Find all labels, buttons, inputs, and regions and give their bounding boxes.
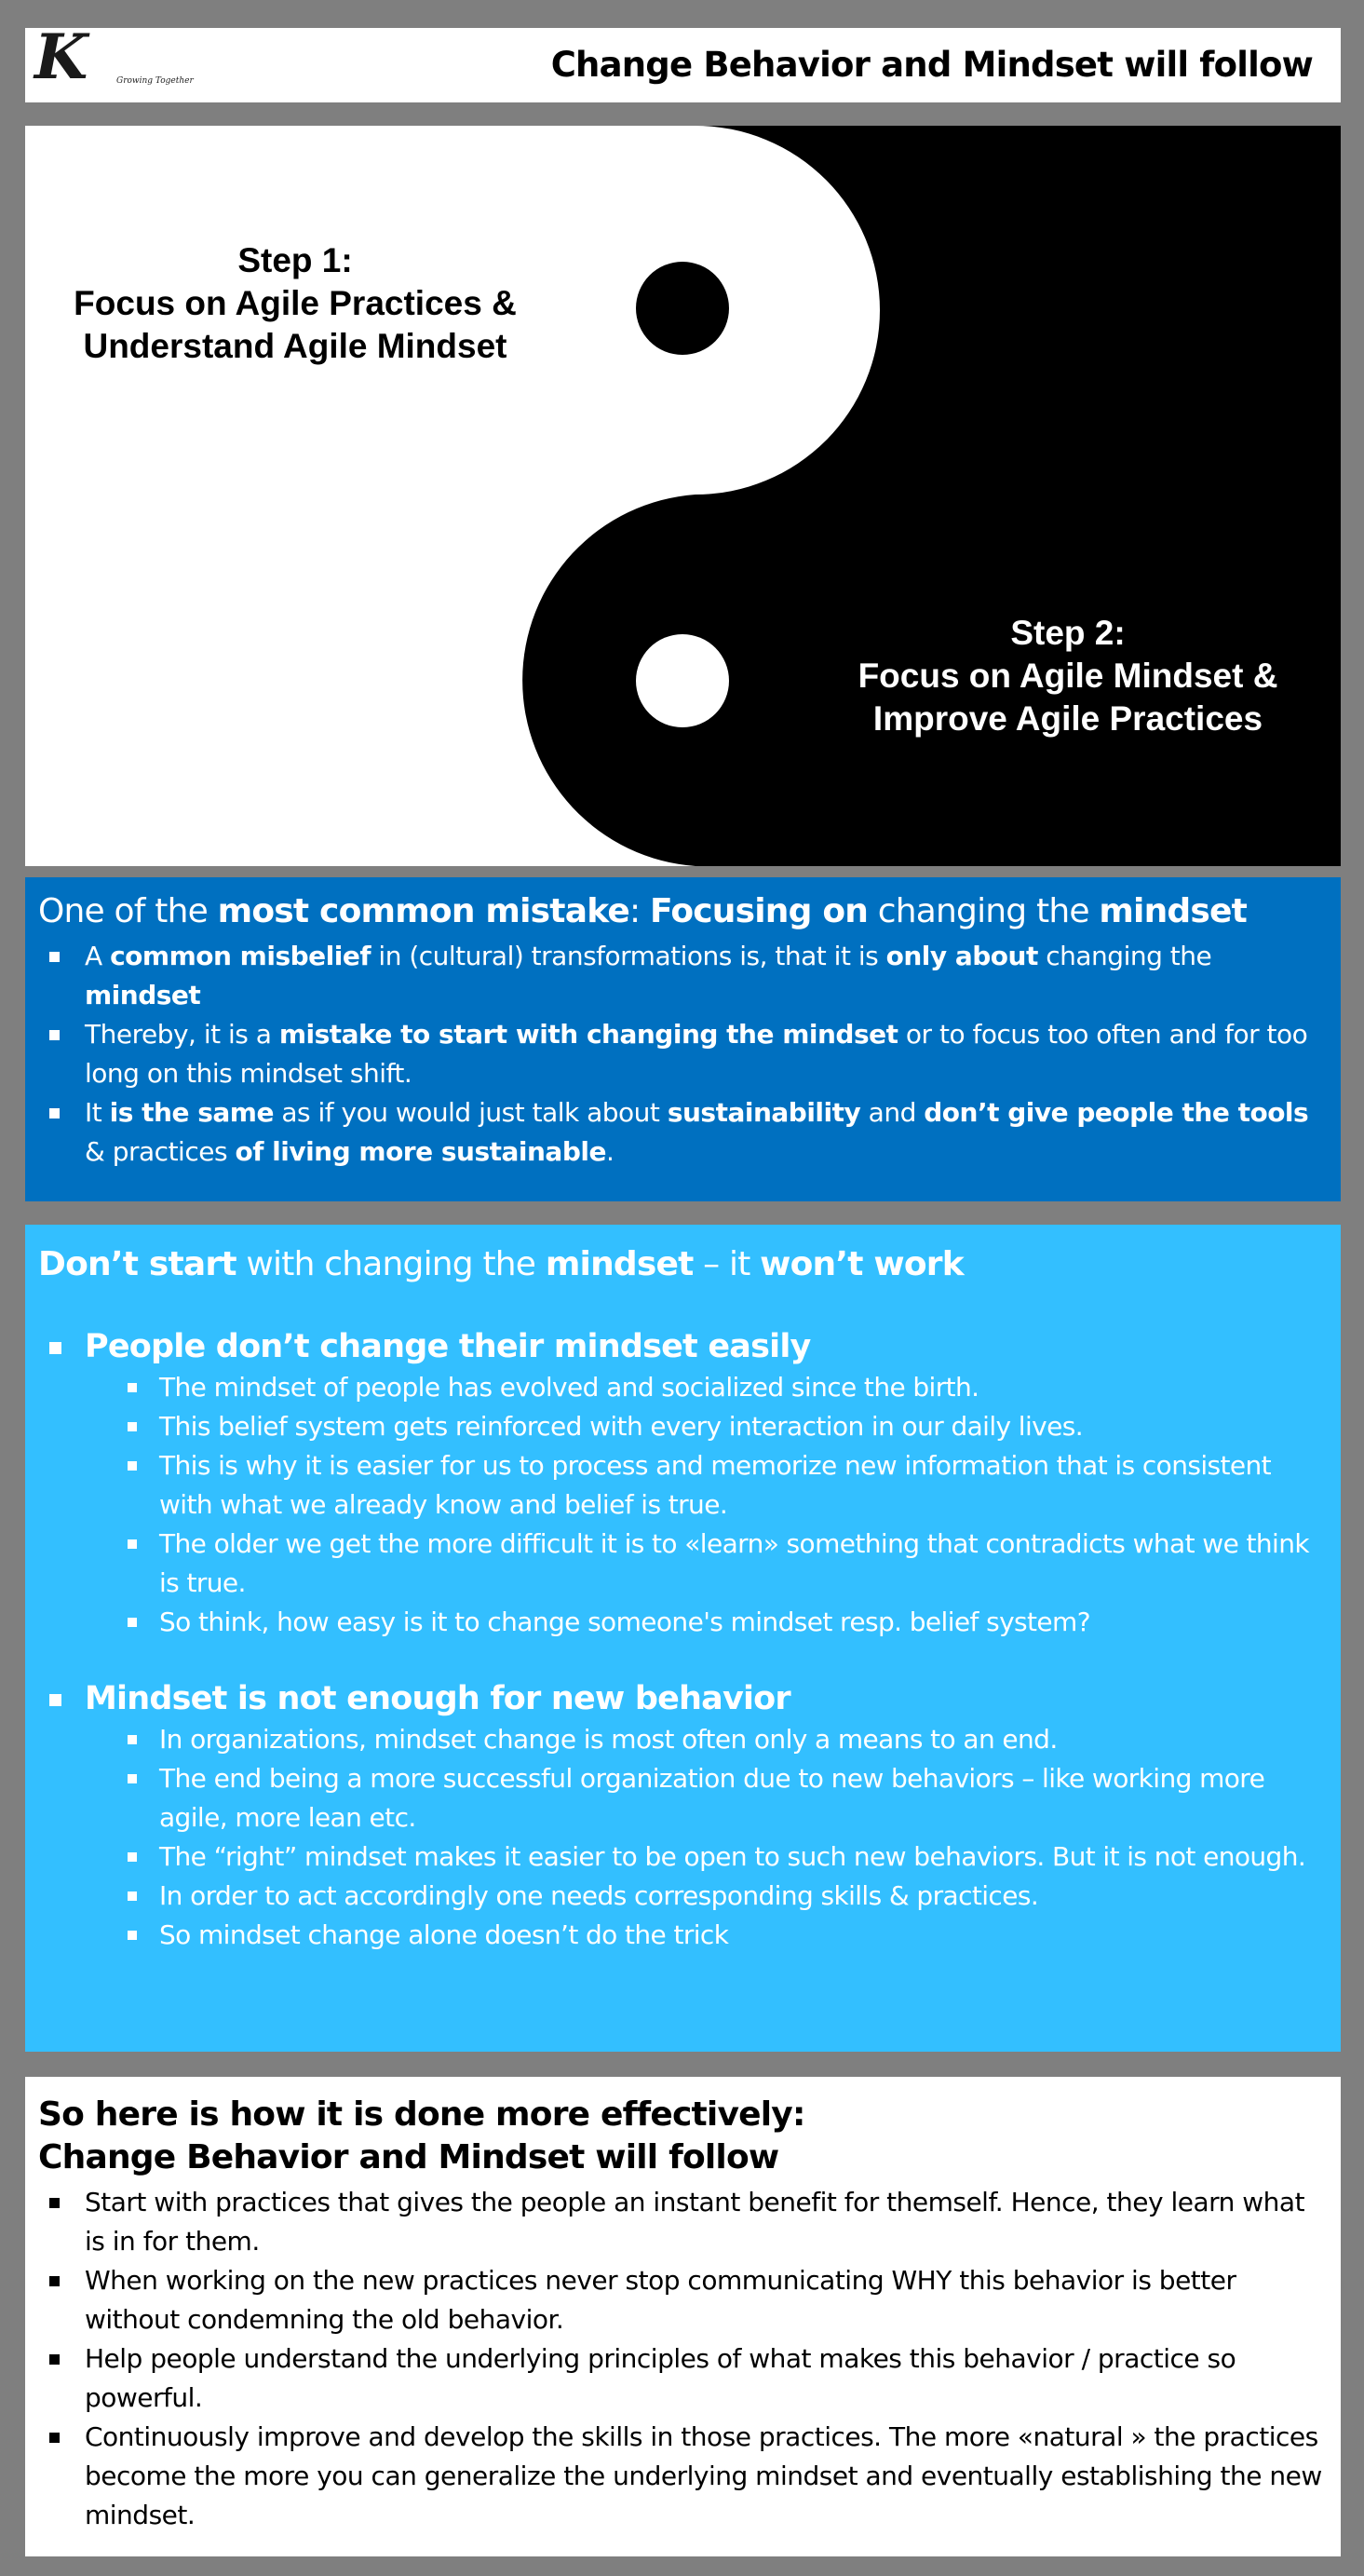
list-item: Start with practices that gives the people an instant benefit for themself. Hence, they learn what is in for them. — [38, 2183, 1328, 2261]
list-item: So mindset change alone doesn’t do the trick — [38, 1916, 1328, 1955]
title-text: One of the — [38, 892, 218, 930]
logo-tagline: Growing Together — [116, 76, 194, 86]
list-item: The older we get the more difficult it is to «learn» something that contradicts what we think is true. — [38, 1525, 1328, 1603]
common-mistake-title — [38, 890, 1328, 933]
group2-list — [38, 1720, 1328, 1955]
yin-yang-shape — [25, 126, 1341, 866]
dont-start-title — [38, 1243, 1328, 1286]
list-item: So think, how easy is it to change someone's mindset resp. belief system? — [38, 1603, 1328, 1642]
list-item: In order to act accordingly one needs corresponding skills & practices. — [38, 1877, 1328, 1916]
list-item: When working on the new practices never stop communicating WHY this behavior is better without condemning the old behavior. — [38, 2261, 1328, 2339]
title-text: changing the — [868, 892, 1100, 930]
list-item: Continuously improve and develop the skills in those practices. The more «natural » the practices become the more you can generalize the underlying mindset and eventually establishing the new mindset. — [38, 2418, 1328, 2535]
step1-heading: Step 1: — [237, 241, 353, 279]
effective-approach-box — [25, 2077, 1341, 2556]
company-logo — [34, 20, 211, 97]
title-text: : — [629, 892, 650, 930]
list-item: The “right” mindset makes it easier to be open to such new behaviors. But it is not enough. — [38, 1837, 1328, 1877]
effective-list — [38, 2183, 1328, 2535]
dont-start-box — [25, 1225, 1341, 2052]
group2-heading: Mindset is not enough for new behavior — [38, 1677, 1328, 1720]
list-item: Thereby, it is a mistake to start with changing the mindset or to focus too often and for too long on this mindset shift. — [38, 1015, 1328, 1093]
header-bar — [25, 20, 1341, 102]
step2-heading: Step 2: — [1010, 614, 1126, 652]
list-item: Help people understand the underlying principles of what makes this behavior / practice so powerful. — [38, 2339, 1328, 2418]
title-text: – it — [693, 1245, 761, 1283]
page-title: Change Behavior and Mindset will follow — [550, 45, 1313, 85]
step2-line2: Improve Agile Practices — [872, 699, 1263, 738]
title-emphasis: Don’t start — [38, 1245, 236, 1283]
title-emphasis: won’t work — [760, 1245, 964, 1283]
title-emphasis: most common mistake — [217, 892, 630, 930]
step1-text — [34, 239, 556, 368]
effective-title-line1: So here is how it is done more effectively: — [38, 2095, 805, 2134]
common-mistake-list — [38, 937, 1328, 1172]
list-item: The end being a more successful organization due to new behaviors – like working more agile, more lean etc. — [38, 1759, 1328, 1837]
effective-title-line2: Change Behavior and Mindset will follow — [38, 2138, 779, 2176]
step1-line2: Understand Agile Mindset — [83, 327, 507, 365]
list-item: In organizations, mindset change is most often only a means to an end. — [38, 1720, 1328, 1759]
yin-yang-graphic — [25, 126, 1341, 866]
step2-text — [807, 612, 1329, 740]
logo-letter: K — [34, 20, 88, 93]
common-mistake-box — [25, 877, 1341, 1201]
list-item: It is the same as if you would just talk about sustainability and don’t give people the tools & practices of living more sustainable. — [38, 1093, 1328, 1172]
title-emphasis: mindset — [1099, 892, 1248, 930]
group1-heading: People don’t change their mindset easily — [38, 1325, 1328, 1368]
list-item: The mindset of people has evolved and socialized since the birth. — [38, 1368, 1328, 1407]
list-item: A common misbelief in (cultural) transformations is, that it is only about changing the mindset — [38, 937, 1328, 1015]
white-dot — [636, 634, 729, 727]
list-item: This belief system gets reinforced with every interaction in our daily lives. — [38, 1407, 1328, 1446]
step2-line1: Focus on Agile Mindset & — [858, 657, 1278, 695]
group1-list — [38, 1368, 1328, 1642]
title-emphasis: mindset — [545, 1245, 694, 1283]
title-text: with changing the — [236, 1245, 546, 1283]
list-item: This is why it is easier for us to process and memorize new information that is consistent with what we already know and belief is true. — [38, 1446, 1328, 1525]
step1-line1: Focus on Agile Practices & — [74, 284, 517, 322]
black-dot — [636, 262, 729, 355]
title-emphasis: Focusing on — [650, 892, 869, 930]
